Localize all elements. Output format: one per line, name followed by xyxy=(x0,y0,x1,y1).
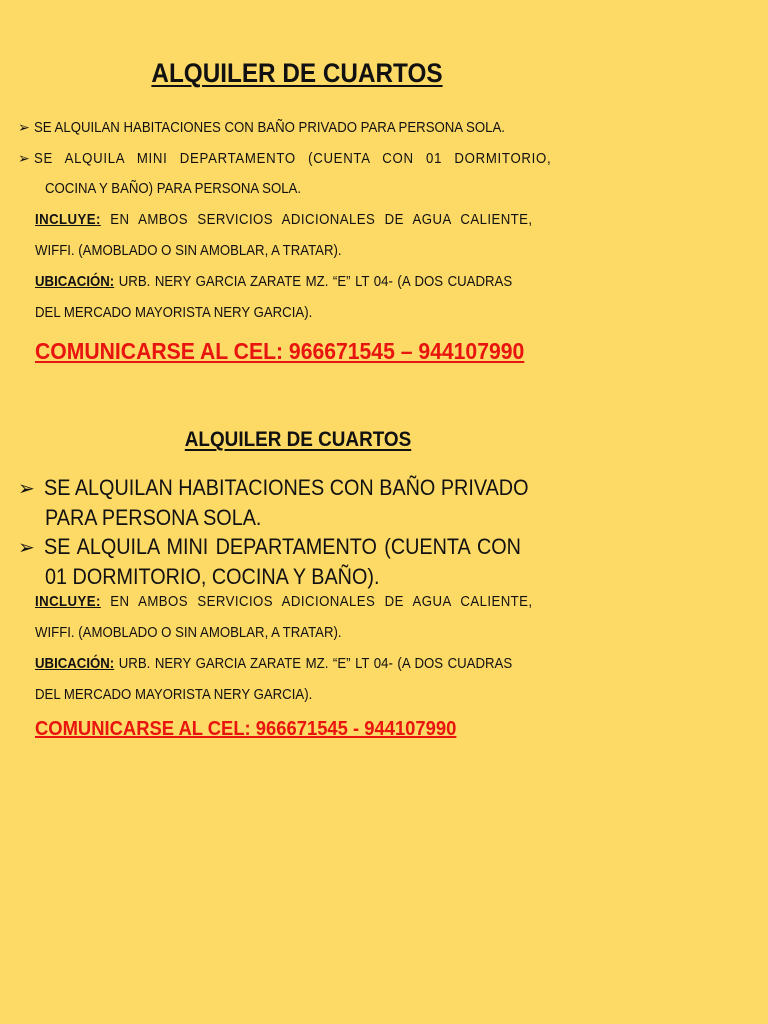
arrow-bullet-icon: ➢ xyxy=(18,150,30,166)
ad2-item1-line1 xyxy=(18,475,582,502)
arrow-bullet-icon: ➢ xyxy=(18,478,35,500)
ad2-includes-text-line2: WIFFI. (AMOBLADO O SIN AMOBLAR, A TRATAR). xyxy=(35,624,342,641)
ad2-location-text-line2: DEL MERCADO MAYORISTA NERY GARCIA). xyxy=(35,686,313,703)
ad2-location-text: URB. NERY GARCIA ZARATE MZ. “E” LT 04- (A DOS CUADRAS xyxy=(118,655,513,672)
ad1-location-label: UBICACIÓN: xyxy=(35,273,115,290)
ad2-includes-line1 xyxy=(35,593,600,611)
arrow-bullet-icon: ➢ xyxy=(18,119,30,135)
ad2-item1-line2 xyxy=(45,505,285,531)
ad1-includes-label: INCLUYE: xyxy=(35,211,101,228)
ad1-location-text: URB. NERY GARCIA ZARATE MZ. “E” LT 04- (A DOS CUADRAS xyxy=(118,273,513,290)
ad2-location-line2 xyxy=(35,686,350,704)
ad2-includes-label: INCLUYE: xyxy=(35,593,101,610)
ad1-includes-line2 xyxy=(35,242,383,260)
ad1-title: ALQUILER DE CUARTOS xyxy=(151,58,443,88)
ad1-item2-line2 xyxy=(45,180,336,198)
ad2-item1-text-line1: SE ALQUILAN HABITACIONES CON BAÑO PRIVADO xyxy=(44,475,529,500)
ad2-includes-text: EN AMBOS SERVICIOS ADICIONALES DE AGUA CALIENTE, xyxy=(110,593,533,610)
ad2-item2-line1 xyxy=(18,534,574,561)
ad1-item2-line1 xyxy=(18,149,559,168)
ad2-item2-text-line1: SE ALQUILA MINI DEPARTAMENTO (CUENTA CON xyxy=(44,534,521,559)
arrow-bullet-icon: ➢ xyxy=(18,537,35,559)
ad2-contact-phone: COMUNICARSE AL CEL: 966671545 - 944107990 xyxy=(35,718,457,740)
ad1-location-text-line2: DEL MERCADO MAYORISTA NERY GARCIA). xyxy=(35,304,313,321)
ad2-location-line1 xyxy=(35,655,577,673)
ad2-includes-line2 xyxy=(35,624,383,642)
ad2-title: ALQUILER DE CUARTOS xyxy=(184,428,412,451)
ad1-item1-text: SE ALQUILAN HABITACIONES CON BAÑO PRIVADO PARA PERSONA SOLA. xyxy=(34,119,505,136)
ad1-location-line1 xyxy=(35,273,577,291)
ad1-item1 xyxy=(18,118,569,137)
ad1-contact-phone: COMUNICARSE AL CEL: 966671545 – 944107990 xyxy=(35,338,525,364)
ad1-includes-line1 xyxy=(35,211,600,229)
ad1-item2-text-line1: SE ALQUILA MINI DEPARTAMENTO (CUENTA CON 01 DORMITORIO, xyxy=(34,150,552,167)
ad1-location-line2 xyxy=(35,304,350,322)
ad1-item2-text-line2: COCINA Y BAÑO) PARA PERSONA SOLA. xyxy=(45,180,302,197)
ad2-item2-text-line2: 01 DORMITORIO, COCINA Y BAÑO). xyxy=(45,564,380,589)
ad2-location-label: UBICACIÓN: xyxy=(35,655,115,672)
ad2-item1-text-line2: PARA PERSONA SOLA. xyxy=(45,505,262,530)
ad2-item2-line2 xyxy=(45,564,417,590)
ad1-includes-text: EN AMBOS SERVICIOS ADICIONALES DE AGUA CALIENTE, xyxy=(110,211,533,228)
ad1-includes-text-line2: WIFFI. (AMOBLADO O SIN AMOBLAR, A TRATAR). xyxy=(35,242,342,259)
